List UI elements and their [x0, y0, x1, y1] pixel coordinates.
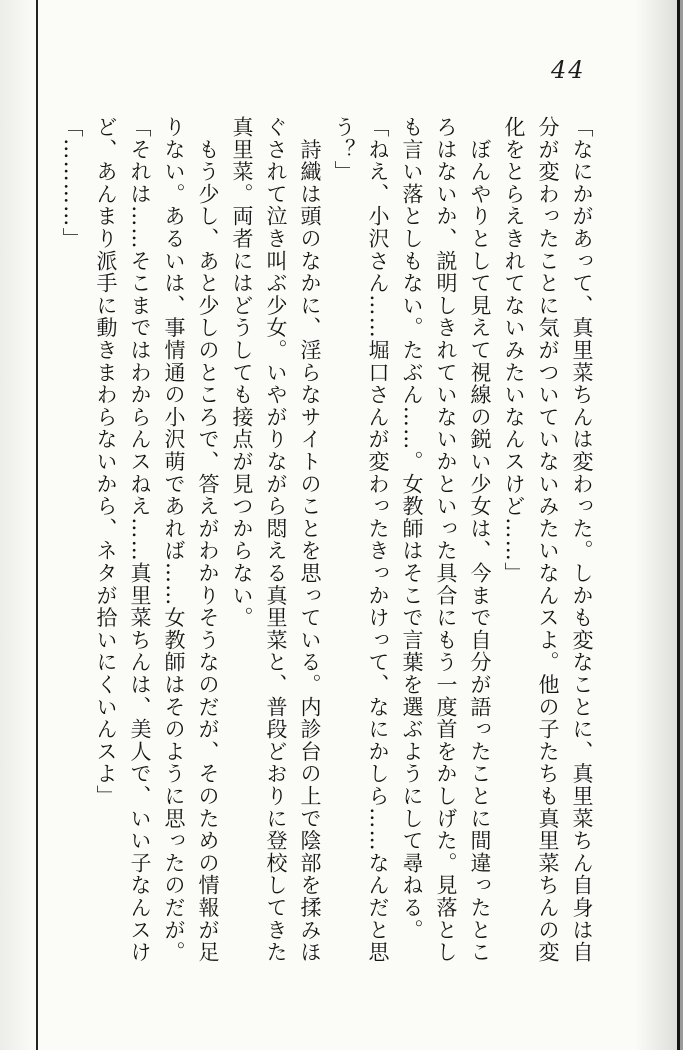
text-line: う？」 — [332, 116, 356, 183]
text-line: 真里菜。両者にはどうしても接点が見つからない。 — [230, 116, 254, 629]
text-line: ど、あんまり派手に動きまわらないから、ネタが拾いにくいんスよ」 — [94, 116, 118, 808]
page-edge-line-left — [36, 0, 38, 1050]
text-line: ぼんやりとして見えて視線の鋭い少女は、今まで自分が語ったことに間違ったとこ — [468, 116, 492, 964]
text-line: 分が変わったことに気がついていないみたいなんスよ。他の子たちも真里菜ちんの変 — [536, 116, 560, 964]
body-text — [55, 116, 599, 968]
text-line: 「ねえ、小沢さん……堀口さんが変わったきっかけって、なにかしら……なんだと思 — [366, 116, 390, 964]
text-line: りない。あるいは、事情通の小沢萌であれば……女教師はそのように思ったのだが。 — [162, 116, 186, 964]
text-line: ぐされて泣き叫ぶ少女。いやがりながら悶える真里菜と、普段どおりに登校してきた — [264, 116, 288, 964]
text-line: もう少し、あと少しのところで、答えがわかりそうなのだが、そのための情報が足 — [196, 116, 220, 964]
text-line: も言い落としもない。たぶん……。女教師はそこで言葉を選ぶようにして尋ねる。 — [400, 116, 424, 942]
text-line: 詩織は頭のなかに、淫らなサイトのことを思っている。内診台の上で陰部を揉みほ — [298, 116, 322, 964]
text-line: 「それは……そこまではわからんスねえ……真里菜ちんは、美人で、いい子なんスけ — [128, 116, 152, 964]
page-edge-shadow-left — [0, 0, 36, 1050]
text-line: 「なにかがあって、真里菜ちんは変わった。しかも変なことに、真里菜ちん自身は自 — [570, 116, 594, 964]
page-edge-shadow-right — [635, 0, 677, 1050]
text-line: ろはないか、説明しきれていないかといった具合にもう一度首をかしげた。見落とし — [434, 116, 458, 964]
text-line: 「…………」 — [60, 116, 84, 250]
text-line: 化をとらえきれてないみたいなんスけど……」 — [502, 116, 526, 585]
page-number: 44 — [551, 56, 586, 84]
